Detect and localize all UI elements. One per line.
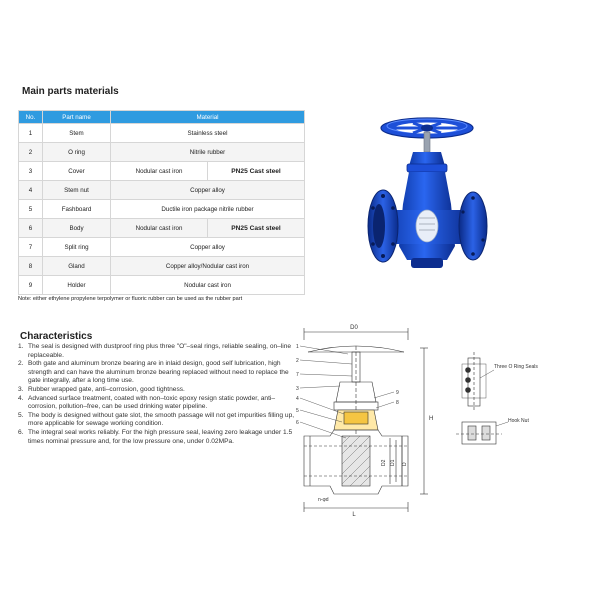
cell-material-b: PN25 Cast steel xyxy=(208,162,305,181)
cell-no: 8 xyxy=(19,257,43,276)
cell-no: 5 xyxy=(19,200,43,219)
part-label-7: 7 xyxy=(296,372,299,378)
part-label-9: 9 xyxy=(396,390,399,396)
valve-section-drawing xyxy=(296,318,586,523)
list-item xyxy=(18,360,296,386)
cell-material-a: Nodular cast iron xyxy=(111,219,208,238)
header-material: Material xyxy=(111,111,305,124)
cell-material: Stainless steel xyxy=(111,124,305,143)
table-row xyxy=(19,238,305,257)
cell-material: Nitrile rubber xyxy=(111,143,305,162)
part-label-2: 2 xyxy=(296,358,299,364)
characteristics-title: Characteristics xyxy=(20,331,93,342)
parts-materials-table xyxy=(18,110,305,295)
table-header-row xyxy=(19,111,305,124)
dim-h: H xyxy=(429,416,434,422)
cell-part: Gland xyxy=(43,257,111,276)
cell-no: 3 xyxy=(19,162,43,181)
item-number: 6. xyxy=(18,428,24,436)
list-item xyxy=(18,429,296,446)
item-text: The integral seal works reliably. For the high pressure seal, leaving zero leakage under 1.5 times nominal pressure and, for the low pressure one, under 0.02MPa. xyxy=(28,428,293,445)
table-row xyxy=(19,200,305,219)
header-part-name: Part name xyxy=(43,111,111,124)
rubber-note: Note: either ethylene propylene terpolymer or fluoric rubber can be used as the rubber part xyxy=(18,296,243,302)
header-no: No. xyxy=(19,111,43,124)
cell-part: Stem xyxy=(43,124,111,143)
cell-part: Stem nut xyxy=(43,181,111,200)
item-number: 3. xyxy=(18,385,24,393)
item-text: The seal is designed with dustproof ring plus three "O"–seal rings, reliable sealing, on–line replaceable. xyxy=(28,343,292,359)
cell-part: Fashboard xyxy=(43,200,111,219)
part-label-5: 5 xyxy=(296,408,299,414)
list-item xyxy=(18,386,296,395)
part-label-4: 4 xyxy=(296,396,299,402)
item-text: Rubber wrapped gate, anti–corrosion, good tightness. xyxy=(28,385,185,393)
cell-material-b: PN25 Cast steel xyxy=(208,219,305,238)
part-label-3: 3 xyxy=(296,386,299,392)
cell-part: O ring xyxy=(43,143,111,162)
dim-bolts: n-φd xyxy=(318,497,329,503)
list-item xyxy=(18,343,296,360)
table-row xyxy=(19,219,305,238)
characteristics-list xyxy=(18,343,296,446)
item-text: The body is designed without gate slot, the smooth passage will not get impurities filling up, more applicable for sewage working condition. xyxy=(28,411,295,428)
detail-o-ring-label: Three O Ring Seals xyxy=(494,364,538,370)
list-item xyxy=(18,412,296,429)
part-label-8: 8 xyxy=(396,400,399,406)
cell-no: 7 xyxy=(19,238,43,257)
part-label-1: 1 xyxy=(296,344,299,350)
dim-d1: D1 xyxy=(390,459,396,466)
parts-materials-title: Main parts materials xyxy=(22,86,119,97)
list-item xyxy=(18,395,296,412)
item-text: Both gate and aluminum bronze bearing are in inlaid design, good self lubrication, high strength and can have the aluminum bronze bearing replaced without need to replace the gate integrally, after a long time use. xyxy=(28,360,289,385)
gate-valve-photo xyxy=(355,108,515,293)
dim-d: D xyxy=(402,462,408,466)
item-number: 5. xyxy=(18,411,24,419)
dim-d0: D0 xyxy=(350,325,358,331)
cell-no: 6 xyxy=(19,219,43,238)
table-row xyxy=(19,181,305,200)
cell-material-a: Nodular cast iron xyxy=(111,162,208,181)
cell-part: Body xyxy=(43,219,111,238)
part-label-6: 6 xyxy=(296,420,299,426)
detail-o-ring-seals xyxy=(462,352,538,412)
item-number: 2. xyxy=(18,360,24,368)
cell-material: Copper alloy xyxy=(111,181,305,200)
cell-material: Copper alloy/Nodular cast iron xyxy=(111,257,305,276)
cell-no: 4 xyxy=(19,181,43,200)
detail-hook-nut-label: Hook Nut xyxy=(508,418,529,424)
table-row xyxy=(19,124,305,143)
cell-no: 1 xyxy=(19,124,43,143)
cell-no: 9 xyxy=(19,276,43,295)
cell-material: Copper alloy xyxy=(111,238,305,257)
cell-no: 2 xyxy=(19,143,43,162)
item-number: 4. xyxy=(18,394,24,402)
item-text: Advanced surface treatment, coated with non–toxic epoxy resign static powder, anti–corrosion, pollution–free, can be used drinking water pipeline. xyxy=(28,394,276,411)
cell-part: Split ring xyxy=(43,238,111,257)
cell-material: Ductile iron package nitrile rubber xyxy=(111,200,305,219)
dim-d2: D2 xyxy=(381,459,387,466)
table-row xyxy=(19,257,305,276)
cell-material: Nodular cast iron xyxy=(111,276,305,295)
cell-part: Cover xyxy=(43,162,111,181)
table-row xyxy=(19,143,305,162)
dim-l: L xyxy=(352,512,356,518)
cell-part: Holder xyxy=(43,276,111,295)
item-number: 1. xyxy=(18,343,24,350)
table-row xyxy=(19,162,305,181)
detail-hook-nut xyxy=(456,418,529,444)
table-row xyxy=(19,276,305,295)
